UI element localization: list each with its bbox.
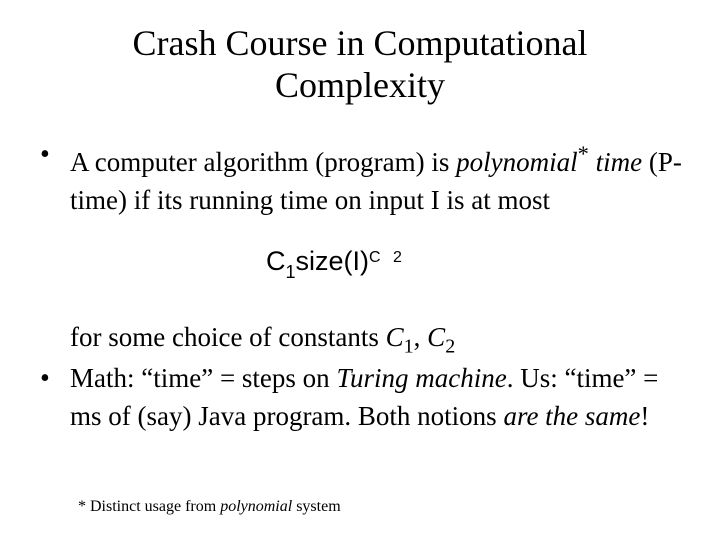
- formula-base: C: [266, 246, 286, 276]
- bullet-1-text-b: (P-time) if its running time on input I is at most: [70, 147, 682, 215]
- footnote: [78, 497, 341, 517]
- footnote-marker: *: [577, 141, 589, 166]
- bullet-1-italic-polynomial: polynomial: [456, 147, 578, 177]
- bullet-2-glyph: •: [40, 363, 50, 394]
- constant-c1-sub: 1: [403, 335, 414, 358]
- bullet-2: [70, 359, 690, 435]
- constant-c2-sub: 2: [445, 335, 456, 358]
- formula-subscript: 1: [285, 262, 296, 282]
- bullet-1-text-a: A computer algorithm (program) is: [70, 147, 457, 177]
- bullet-2-text-c: !: [640, 401, 650, 431]
- bullet-1-italic-time: time: [588, 147, 643, 177]
- footnote-text-b: system: [292, 498, 341, 515]
- title-line-2: Complexity: [275, 65, 445, 105]
- constant-c2: C: [427, 322, 446, 352]
- constants-comma: ,: [413, 322, 428, 352]
- formula: [266, 245, 406, 282]
- constants-text: for some choice of constants: [70, 322, 386, 352]
- title-line-1: Crash Course in Computational: [132, 23, 588, 63]
- bullet-2-italic-turing: Turing machine: [336, 363, 507, 393]
- bullet-1-glyph: •: [40, 139, 50, 170]
- formula-size: size(I): [295, 246, 370, 276]
- bullet-1: [70, 135, 690, 219]
- slide-title: [60, 22, 660, 106]
- bullet-2-text-b: . Us: “time” = ms of (say) Java program. Both notions: [70, 363, 659, 431]
- constant-c1: C: [385, 322, 404, 352]
- formula-exponent: C 2: [369, 249, 406, 266]
- footnote-text-a: * Distinct usage from: [78, 498, 221, 515]
- bullet-2-text-a: Math: “time” = steps on: [70, 363, 337, 393]
- bullet-2-italic-same: are the same: [503, 401, 641, 431]
- footnote-italic: polynomial: [220, 498, 293, 515]
